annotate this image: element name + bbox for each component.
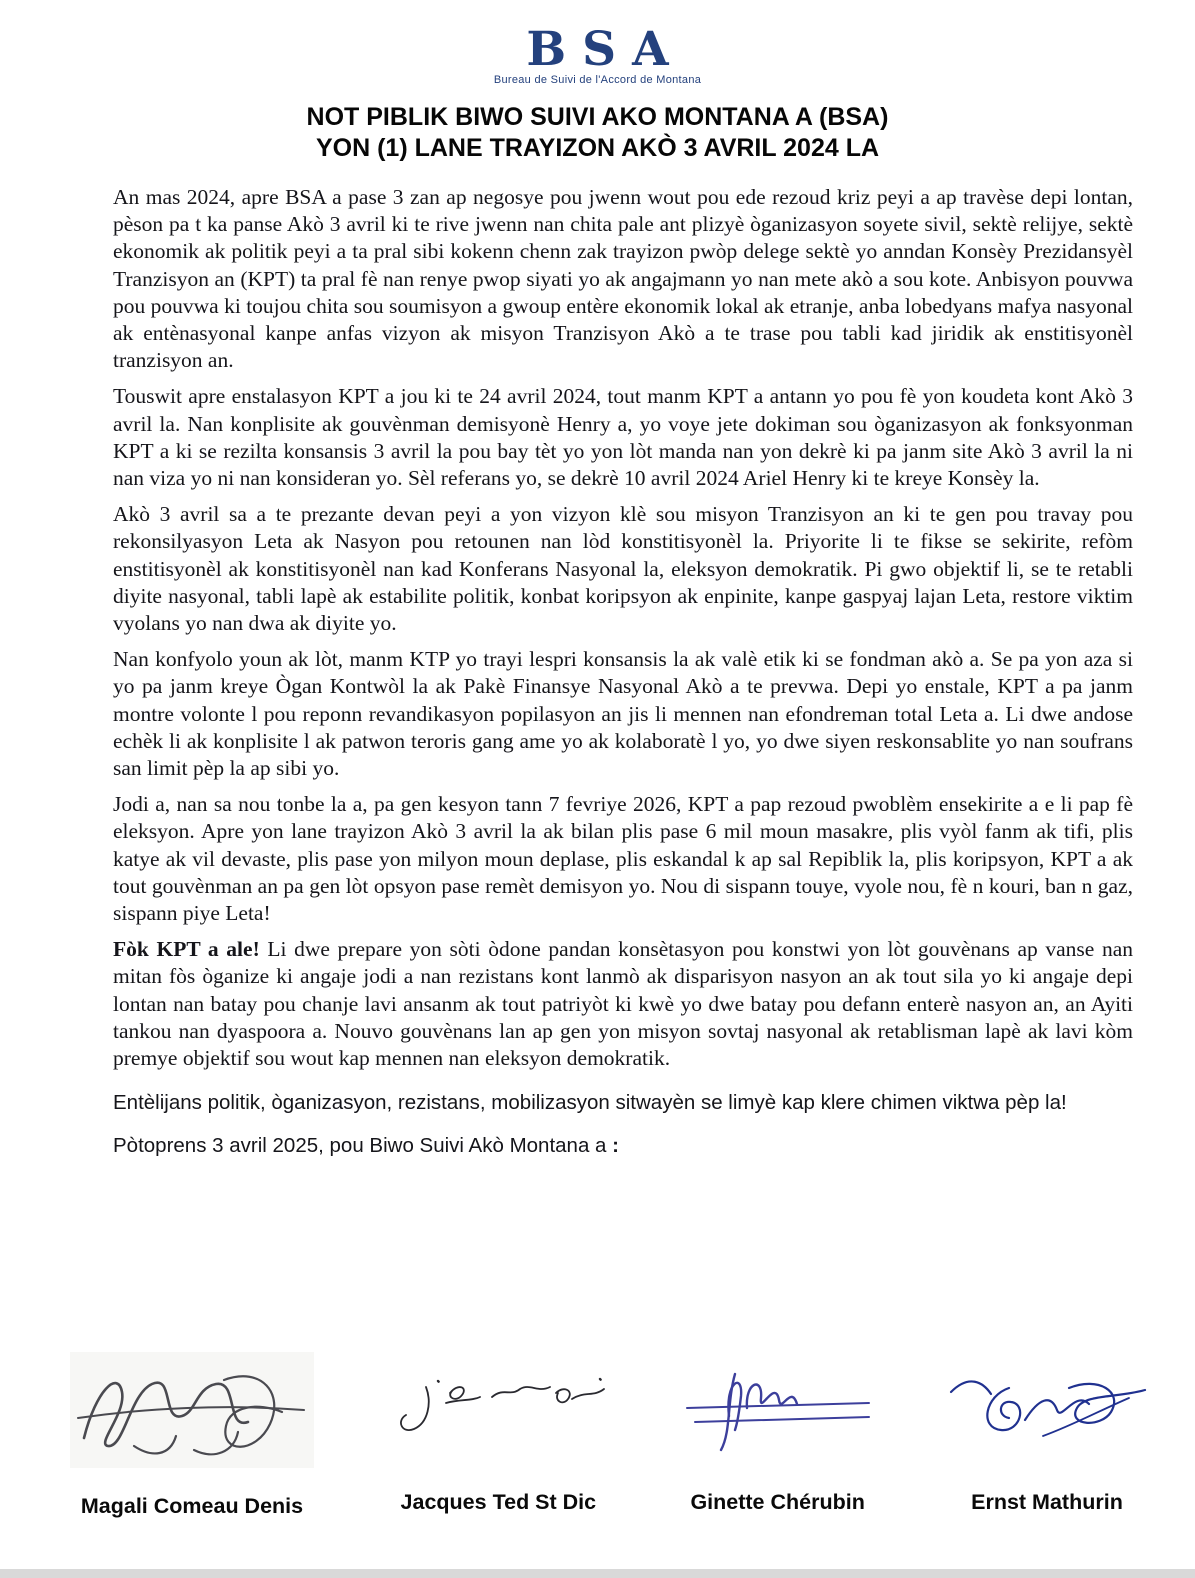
signature-ginette-cherubin [683, 1352, 873, 1464]
paragraph-1 [113, 184, 1133, 374]
paragraph-1-text: An mas 2024, apre BSA a pase 3 zan ap negosye pou jwenn wout pou ede rezoud kriz peyi a ap travèse depi lontan, pèson pa t ka panse Akò 3 avril ki te rive jwenn nan chita pale ant plizyè òganizasyon soyete sivil, sektè relijye, sektè ekonomik ak politik peyi a ta pral sibi kokenn chenn zak trayizon pwòp delege sektè yo anndan Konsèy Prezidansyèl Tranzisyon an (KPT) ta pral fè nan renye pwop siyati yo ak angajmann yo nan mete akò a sou kote. Anbisyon pouvwa pou pouvwa ki toujou chita sou soumisyon a gwoup entère ekonomik lokal ak etranje, anba lobedyans mafya nasyonal ak entènasyonal kanpe anfas vizyon ak misyon Tranzisyon Akò a te trase pou tabli kad jiridik ak enstitisyonèl tranzisyon an. [113, 185, 1133, 373]
bsa-logo-letters: BSA [526, 22, 685, 77]
document-title-line2: YON (1) LANE TRAYIZON AKÒ 3 AVRIL 2024 LA [315, 134, 880, 162]
signature-ernst-mathurin [947, 1352, 1147, 1464]
paragraph-2-text: Touswit apre enstalasyon KPT a jou ki te 24 avril 2024, tout manm KPT a antann yo pou fè yon koudeta kont Akò 3 avril la. Nan konplisite ak gouvènman demisyonè Henry a, yo voye jete dokiman sou òganizasyon ak fonksyonman KPT a ki se rezilta konsansis 3 avril la pou bay tèt yo yon lòt manda nan yon dekrè ki pa janm site Akò 3 avril la ni nan viza yo ni nan konsideran yo. Sèl referans yo, se dekrè 10 avril 2024 Ariel Henry ki te kreye Konsèy la. [113, 384, 1133, 491]
document-title [0, 102, 1195, 164]
dateline-colon: : [606, 1134, 619, 1158]
slogan-line: Entèlijans politik, òganizasyon, rezistans, mobilizasyon sitwayèn se limyè kap klere chimen viktwa pèp la! [113, 1091, 1067, 1115]
paragraph-3-text: Akò 3 avril sa a te prezante devan peyi a yon vizyon klè sou misyon Tranzisyon an ki te gen pou travay pou rekonsilyasyon Leta ak Nasyon pou retounen nan lòd konstitisyonèl la. Priyorite li te fikse se sekirite, refòm enstitisyonèl ak konstitisyonèl nan kad Konferans Nasyonal la, eleksyon demokratik. Pi gwo objektif li, se te retabli diyite nasyonal, tabli lapè ak estabilite politik, konbat koripsyon ak enpinite, kanpe gaspyaj lajan Leta, restore viktim vyolans yo nan dwa ak diyite yo. [113, 502, 1133, 636]
signatory-name: Magali Comeau Denis [80, 1494, 304, 1518]
signatory-name: Jacques Ted St Dic [400, 1490, 597, 1514]
paragraph-5 [113, 791, 1133, 927]
signature-jacques-ted-st-dic [388, 1352, 608, 1464]
paragraph-4-text: Nan konfyolo youn ak lòt, manm KTP yo trayi lespri konsansis la ak valè etik ki se fondman akò a. Se pa yon aza si yo pa janm kreye Ògan Kontwòl la ak Pakè Finansye Nasyonal Akò a te prevwa. Depi yo enstale, KPT a pa janm montre volonte l pou reponn revandikasyon popilasyon an jis li mennen nan efondreman total Leta a. Li dwe andose echèk li ak konplisite l ak patwon teroris gang ame yo ak kolaboratè l yo, yo dwe siyen reskonsablite yo nan soufrans san limit pèp la ap sibi yo. [113, 647, 1133, 781]
signatory-name: Ginette Chérubin [690, 1490, 865, 1514]
bsa-logo [0, 0, 1195, 86]
document-body [113, 184, 1133, 1158]
paragraph-6-lead: Fòk KPT a ale! [113, 937, 260, 962]
paragraph-3 [113, 501, 1133, 637]
signature-magali-ink [76, 1358, 308, 1462]
signature-ginette-ink [683, 1362, 873, 1454]
paragraph-4 [113, 646, 1133, 782]
signatory-magali-comeau-denis [70, 1352, 314, 1519]
signatory-jacques-ted-st-dic [388, 1352, 608, 1515]
signature-jacques-ink [388, 1373, 608, 1443]
paragraph-6 [113, 936, 1133, 1072]
paragraph-6-text: Li dwe prepare yon sòti òdone pandan konsètasyon pou konstwi yon lòt gouvènans ap vanse nan mitan fòs òganize ki angaje jodi a nan rezistans kont lanmò ak disparisyon nasyon an ak tout sila yo ki angaje depi lontan nan batay pou chanje lavi ansanm ak tout patriyòt ki kwè yo dwe batay pou defann enterè nasyon an, an Ayiti tankou nan dyaspoora a. Nouvo gouvènans lan ap gen yon misyon sovtaj nasyonal ak retablisman lapè ak lavi kòm premye objektif sou wout kap mennen nan eleksyon demokratik. [113, 937, 1134, 1071]
paragraph-2 [113, 383, 1133, 492]
signatory-ernst-mathurin [947, 1352, 1147, 1515]
paragraph-5-text: Jodi a, nan sa nou tonbe la a, pa gen kesyon tann 7 fevriye 2026, KPT a pap rezoud pwoblèm ensekirite a e li pap fè eleksyon. Apre yon lane trayizon Akò 3 avril la ak bilan plis pase 6 mil moun masakre, plis vyòl fanm ak tifi, plis katye ak vil devaste, plis pase yon milyon moun deplase, plis eskandal k ap sal Repiblik la, plis koripsyon, KPT a ak tout gouvènman an pa gen lòt opsyon pase remèt demisyon yo. Nou di sispann touye, vyole nou, fè n kouri, ban n gaz, sispann piye Leta! [113, 792, 1133, 926]
page-bottom-edge [0, 1569, 1195, 1578]
signature-magali-comeau-denis [70, 1352, 314, 1468]
document-title-line1: NOT PIBLIK BIWO SUIVI AKO MONTANA A (BSA) [306, 103, 889, 131]
signature-ernst-ink [947, 1368, 1147, 1448]
dateline-text: Pòtoprens 3 avril 2025, pou Biwo Suivi Akò Montana a [113, 1134, 607, 1158]
bsa-logo-subtitle: Bureau de Suivi de l'Accord de Montana [493, 74, 702, 86]
signature-row [70, 1352, 1147, 1519]
dateline [113, 1133, 1133, 1158]
signatory-ginette-cherubin [683, 1352, 873, 1515]
signatory-name: Ernst Mathurin [971, 1490, 1123, 1514]
